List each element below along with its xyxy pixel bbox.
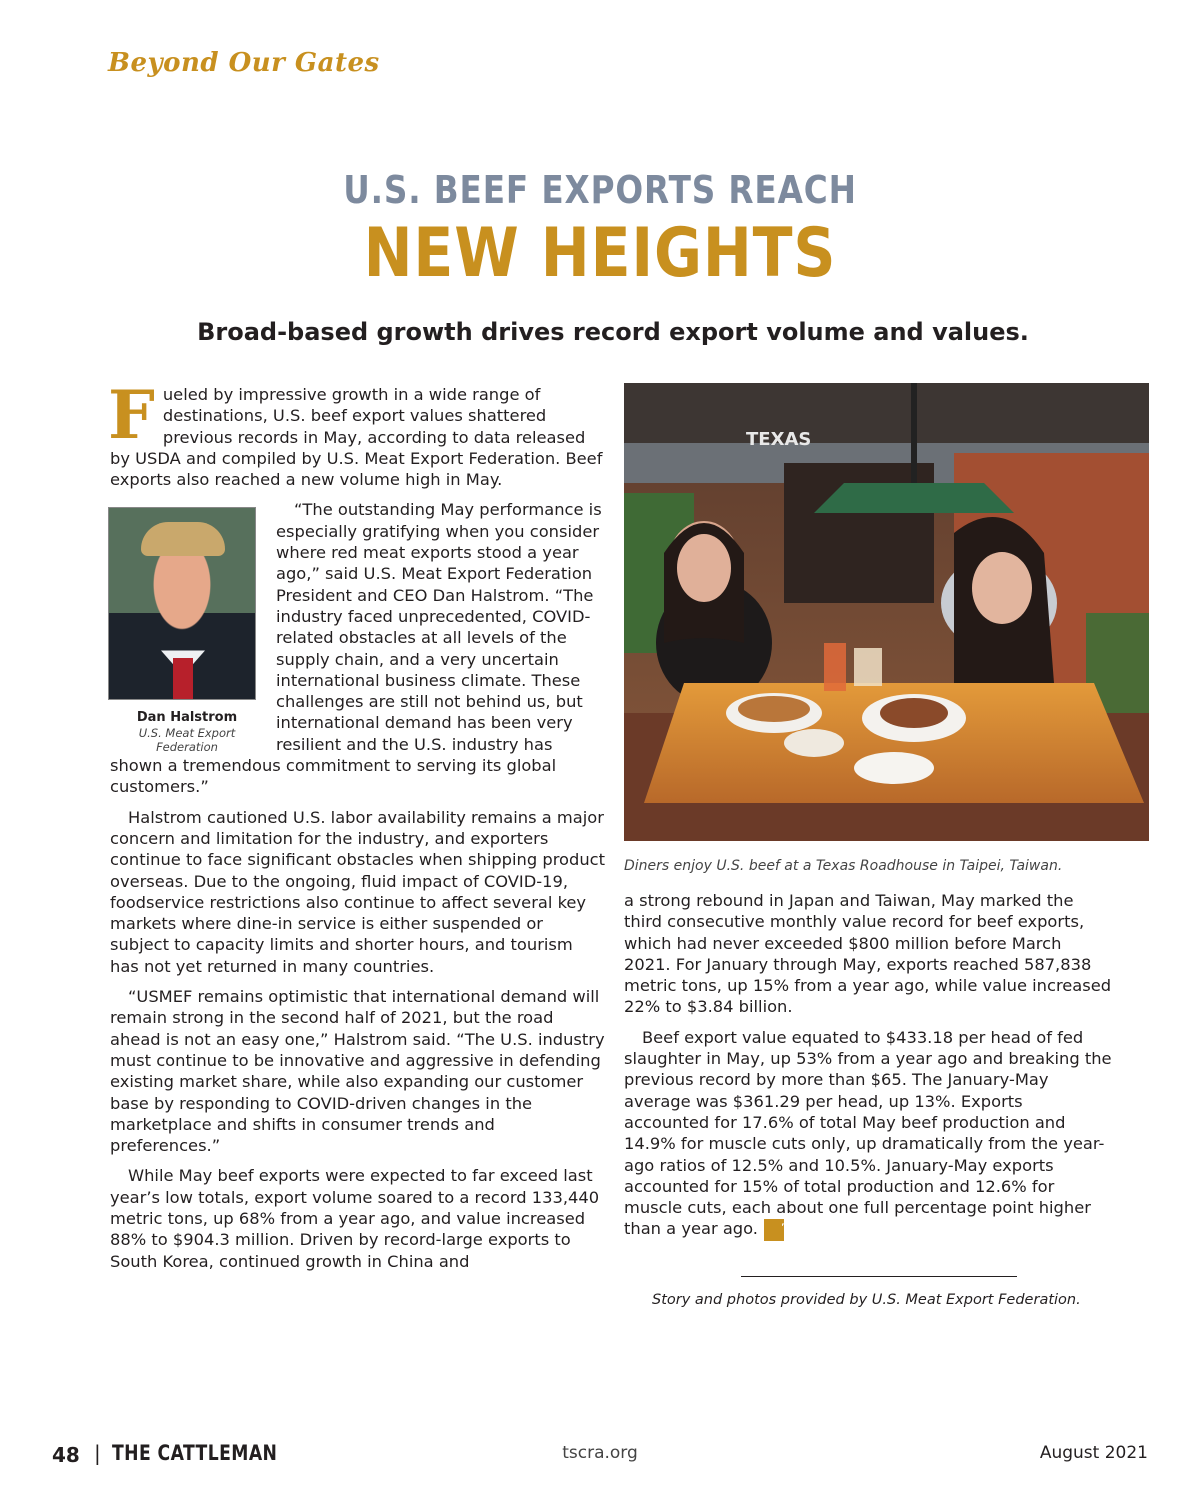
tc-end-mark: TC xyxy=(764,1219,784,1241)
photo-caption: Diners enjoy U.S. beef at a Texas Roadhouse in Taipei, Taiwan. xyxy=(624,858,1063,874)
portrait-photo xyxy=(108,507,256,700)
paragraph-7 xyxy=(624,1027,1112,1241)
issue-date: August 2021 xyxy=(1039,1443,1148,1463)
paragraph-3: Halstrom cautioned U.S. labor availability remains a major concern and limitation for the industry, and exporters continue to face significant obstacles when shipping product overseas. Due to the ongoing, fluid impact of COVID-19, foodservice restrictions also continue to affect several key markets where dine-in service is either suspended or subject to capacity limits and shorter hours, and tourism has not yet returned in many countries. xyxy=(110,807,605,976)
headline-line-2: NEW HEIGHTS xyxy=(363,214,837,293)
paragraph-1 xyxy=(108,376,606,490)
subheadline: Broad-based growth drives record export volume and values. xyxy=(197,318,1029,346)
portrait-figure xyxy=(108,507,266,754)
credit-divider xyxy=(741,1276,1017,1277)
portrait-role: U.S. Meat Export Federation xyxy=(138,726,236,755)
paragraph-6: a strong rebound in Japan and Taiwan, May marked the third consecutive monthly value record for beef exports, which had never exceeded $800 million before March 2021. For January through May, exports reached 587,838 metric tons, up 15% from a year ago, while value increased 22% to $3.84 billion. xyxy=(624,891,1112,1017)
website[interactable]: tscra.org xyxy=(562,1443,638,1463)
left-column xyxy=(108,376,606,1281)
drop-cap: F xyxy=(108,376,155,454)
paragraph-1-text: ueled by impressive growth in a wide range of destinations, U.S. beef export values shattered previous records in May, according to data released by USDA and compiled by U.S. Meat Export Federation. Beef exports also reached a new volume high in May. xyxy=(110,385,603,490)
restaurant-sign: TEXAS xyxy=(746,429,812,450)
restaurant-photo xyxy=(624,383,1149,841)
footer-separator: | xyxy=(94,1441,101,1465)
story-credit: Story and photos provided by U.S. Meat Export Federation. xyxy=(652,1292,1081,1308)
publication-name: THE CATTLEMAN xyxy=(112,1441,278,1465)
right-column xyxy=(624,890,1112,1250)
page-number: 48 xyxy=(52,1443,80,1467)
paragraph-4: “USMEF remains optimistic that international demand will remain strong in the second half of 2021, but the road ahead is not an easy one,” Halstrom said. “The U.S. industry must continue to be innovative and aggressive in defending existing market share, while also expanding our customer base by responding to COVID-driven changes in the marketplace and shifts in consumer trends and preferences.” xyxy=(110,987,605,1156)
portrait-name: Dan Halstrom xyxy=(136,710,238,726)
paragraph-2: “The outstanding May performance is especially gratifying when you consider where red meat exports stood a year ago,” said U.S. Meat Export Federation President and CEO Dan Halstrom. “The industry faced unprecedented, COVID-related obstacles at all levels of the supply chain, and a very uncertain international business climate. These challenges are still not behind us, but international demand has been very resilient and the U.S. industry has shown a tremendous commitment to serving its global customers.” xyxy=(110,500,602,797)
headline-line-1: U.S. BEEF EXPORTS REACH xyxy=(343,168,857,212)
section-label: Beyond Our Gates xyxy=(108,48,380,78)
paragraph-5: While May beef exports were expected to far exceed last year’s low totals, export volume soared to a record 133,440 metric tons, up 68% from a year ago, and value increased 88% to $904.3 million. Driven by record-large exports to South Korea, continued growth in China and xyxy=(110,1166,600,1271)
paragraph-7-text: Beef export value equated to $433.18 per head of fed slaughter in May, up 53% from a year ago and breaking the previous record by more than $65. The January-May average was $361.29 per head, up 13%. Exports accounted for 17.6% of total May beef production and 14.9% for muscle cuts only, up dramatically from the year-ago ratios of 12.5% and 10.5%. January-May exports accounted for 15% of total production and 12.6% for muscle cuts, each about one full percentage point higher than a year ago. xyxy=(624,1027,1112,1239)
